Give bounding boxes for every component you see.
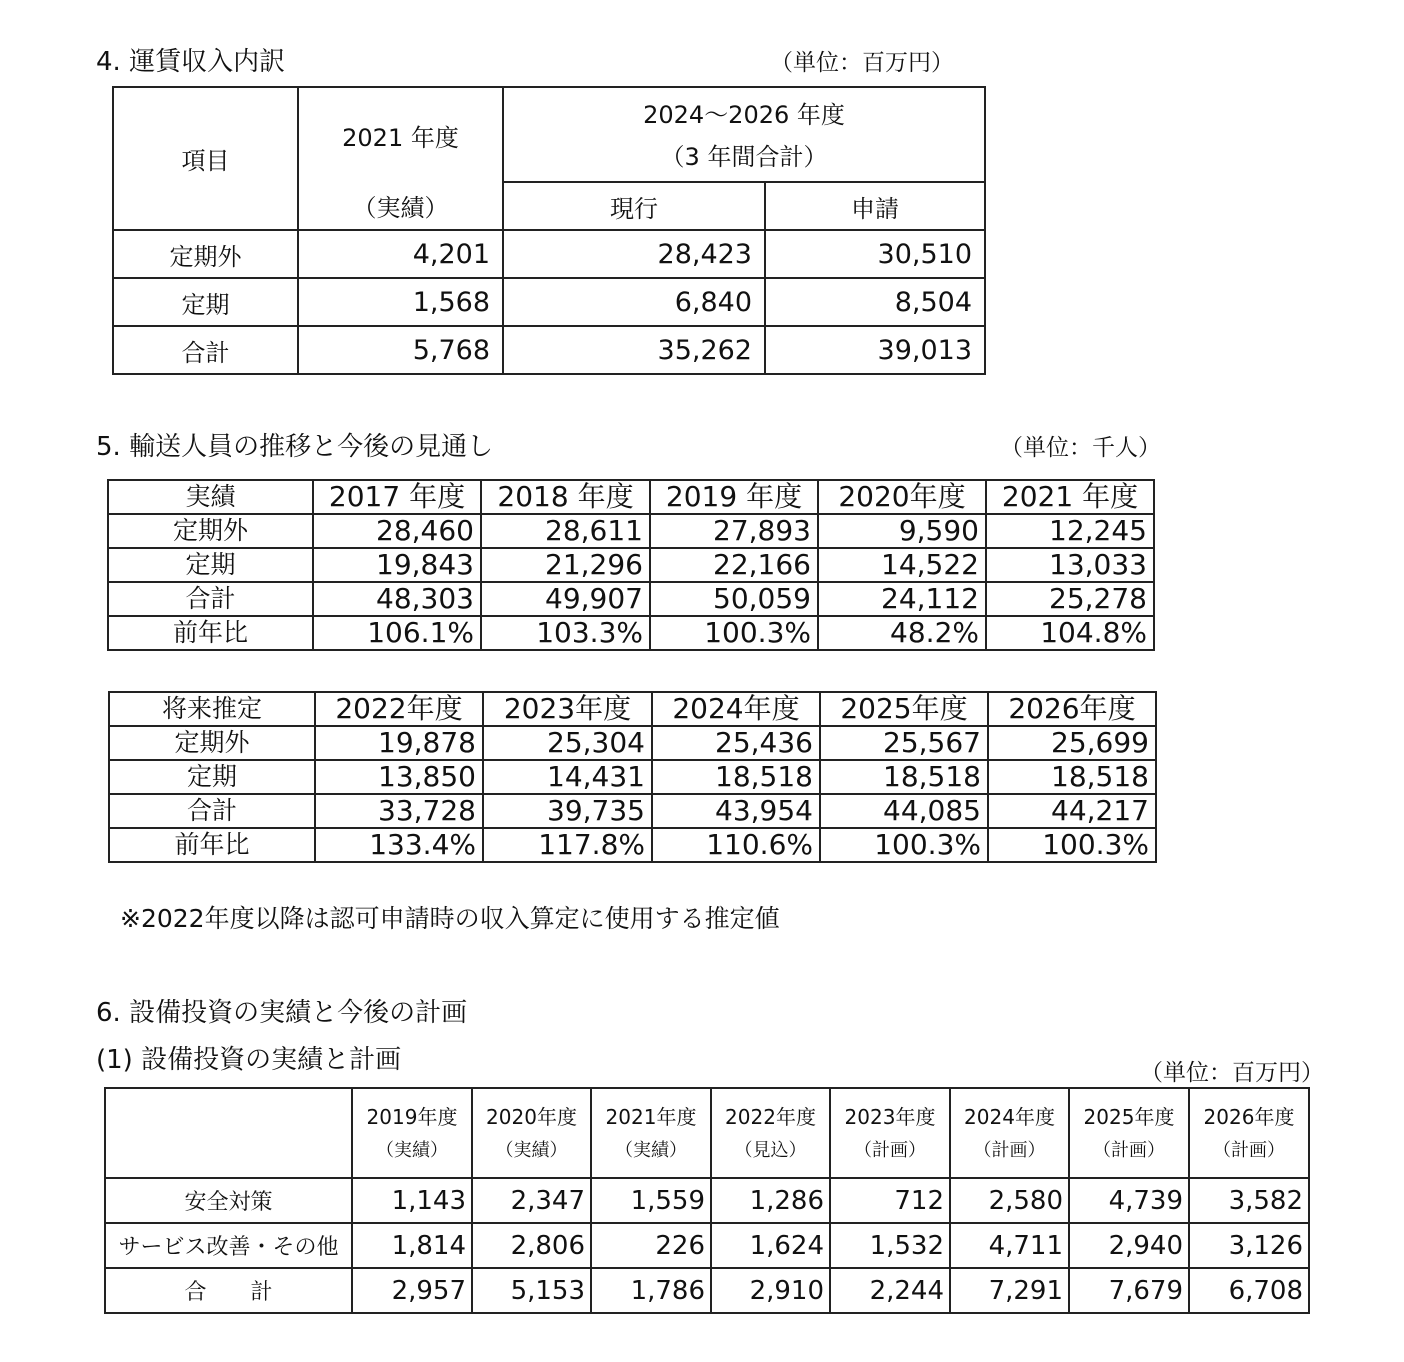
cell: 1,532 (830, 1223, 950, 1268)
table-row (105, 1268, 1309, 1313)
cell: 2,940 (1069, 1223, 1189, 1268)
cell: 21,296 (481, 548, 650, 582)
row-label: 定期外 (108, 514, 313, 548)
cell: 6,708 (1189, 1268, 1309, 1313)
cell: 24,112 (818, 582, 986, 616)
header-cell: 2024年度 (652, 692, 820, 726)
year-header: 2023年度 (830, 1088, 950, 1132)
header-cell: 2017 年度 (313, 480, 481, 514)
cell: 14,522 (818, 548, 986, 582)
forecast-note: ※2022年度以降は認可申請時の収入算定に使用する推定値 (120, 904, 780, 933)
table-row (113, 278, 985, 326)
cell: 13,850 (315, 760, 483, 794)
cell: 4,739 (1069, 1178, 1189, 1223)
header-cell: 2023年度 (483, 692, 652, 726)
year-header: 2020年度 (472, 1088, 591, 1132)
cell: 25,278 (986, 582, 1154, 616)
cell: 103.3% (481, 616, 650, 650)
cell: 48,303 (313, 582, 481, 616)
status-header: （計画） (950, 1132, 1069, 1178)
year-header: 2024年度 (950, 1088, 1069, 1132)
cell: 100.3% (820, 828, 988, 862)
cell: 28,611 (481, 514, 650, 548)
status-header: （実績） (352, 1132, 472, 1178)
cell: 25,436 (652, 726, 820, 760)
cell: 33,728 (315, 794, 483, 828)
header-item: 項目 (113, 87, 298, 230)
cell: 110.6% (652, 828, 820, 862)
row-label: 定期外 (113, 230, 298, 278)
cell: 28,460 (313, 514, 481, 548)
cell: 2,580 (950, 1178, 1069, 1223)
cell: 2,957 (352, 1268, 472, 1313)
cell: 1,568 (298, 278, 503, 326)
cell: 35,262 (503, 326, 765, 374)
cell: 100.3% (988, 828, 1156, 862)
header-cell: 将来推定 (109, 692, 315, 726)
table-row (105, 1178, 1309, 1223)
cell: 100.3% (650, 616, 818, 650)
header-2021: 2021 年度 (298, 87, 503, 182)
cell: 30,510 (765, 230, 985, 278)
cell: 13,033 (986, 548, 1154, 582)
cell: 49,907 (481, 582, 650, 616)
cell: 44,085 (820, 794, 988, 828)
cell: 1,143 (352, 1178, 472, 1223)
year-header: 2026年度 (1189, 1088, 1309, 1132)
header-actual: （実績） (298, 182, 503, 230)
cell: 3,126 (1189, 1223, 1309, 1268)
status-header: （計画） (1069, 1132, 1189, 1178)
header-applied: 申請 (765, 182, 985, 230)
cell: 25,699 (988, 726, 1156, 760)
cell: 25,567 (820, 726, 988, 760)
header-cell: 2022年度 (315, 692, 483, 726)
year-header: 2021年度 (591, 1088, 711, 1132)
row-label: 合 計 (105, 1268, 352, 1313)
cell: 12,245 (986, 514, 1154, 548)
cell: 5,768 (298, 326, 503, 374)
status-header: （実績） (472, 1132, 591, 1178)
table-row (108, 514, 1154, 548)
cell: 44,217 (988, 794, 1156, 828)
table-row (109, 760, 1156, 794)
cell: 133.4% (315, 828, 483, 862)
section4-heading: 4. 運賃収入内訳 (96, 47, 286, 77)
table-row (108, 548, 1154, 582)
table-row (113, 326, 985, 374)
row-label: 定期外 (109, 726, 315, 760)
table-row (109, 828, 1156, 862)
table-row (105, 1223, 1309, 1268)
table-row (113, 230, 985, 278)
cell: 9,590 (818, 514, 986, 548)
cell: 43,954 (652, 794, 820, 828)
section6-unit: （単位：百万円） (1140, 1060, 1324, 1086)
cell: 1,286 (711, 1178, 830, 1223)
row-label: 前年比 (108, 616, 313, 650)
header-period: 2024～2026 年度 （3 年間合計） (503, 87, 985, 182)
header-cell: 2020年度 (818, 480, 986, 514)
cell: 8,504 (765, 278, 985, 326)
cell: 1,624 (711, 1223, 830, 1268)
section5-heading: 5. 輸送人員の推移と今後の見通し (96, 432, 494, 462)
cell: 7,679 (1069, 1268, 1189, 1313)
section5-unit: （単位：千人） (1000, 435, 1161, 461)
row-label: 安全対策 (105, 1178, 352, 1223)
cell: 18,518 (988, 760, 1156, 794)
fare-revenue-table (112, 86, 986, 375)
cell: 2,910 (711, 1268, 830, 1313)
cell: 25,304 (483, 726, 652, 760)
table-row (109, 794, 1156, 828)
cell: 5,153 (472, 1268, 591, 1313)
section6-heading: 6. 設備投資の実績と今後の計画 (96, 998, 468, 1028)
section6-subheading: (1) 設備投資の実績と計画 (96, 1045, 402, 1075)
cell: 1,786 (591, 1268, 711, 1313)
status-header: （見込） (711, 1132, 830, 1178)
year-header: 2019年度 (352, 1088, 472, 1132)
row-label: 定期 (109, 760, 315, 794)
cell: 2,244 (830, 1268, 950, 1313)
cell: 18,518 (652, 760, 820, 794)
table-row (108, 582, 1154, 616)
cell: 106.1% (313, 616, 481, 650)
year-header: 2022年度 (711, 1088, 830, 1132)
cell: 2,347 (472, 1178, 591, 1223)
cell: 50,059 (650, 582, 818, 616)
row-label: 合計 (109, 794, 315, 828)
status-header: （実績） (591, 1132, 711, 1178)
cell: 19,878 (315, 726, 483, 760)
status-header: （計画） (1189, 1132, 1309, 1178)
header-cell: 2026年度 (988, 692, 1156, 726)
cell: 14,431 (483, 760, 652, 794)
ridership-forecast-table (108, 691, 1157, 863)
cell: 1,559 (591, 1178, 711, 1223)
cell: 19,843 (313, 548, 481, 582)
year-header: 2025年度 (1069, 1088, 1189, 1132)
header-cell: 2018 年度 (481, 480, 650, 514)
cell: 39,013 (765, 326, 985, 374)
header-cell: 実績 (108, 480, 313, 514)
cell: 18,518 (820, 760, 988, 794)
row-label: 合計 (113, 326, 298, 374)
row-label: 定期 (113, 278, 298, 326)
cell: 7,291 (950, 1268, 1069, 1313)
ridership-actual-table (107, 479, 1155, 651)
cell: 4,711 (950, 1223, 1069, 1268)
header-cell: 2021 年度 (986, 480, 1154, 514)
cell: 27,893 (650, 514, 818, 548)
cell: 4,201 (298, 230, 503, 278)
cell: 22,166 (650, 548, 818, 582)
row-label: 定期 (108, 548, 313, 582)
header-blank (105, 1088, 352, 1178)
cell: 28,423 (503, 230, 765, 278)
cell: 2,806 (472, 1223, 591, 1268)
capex-table (104, 1087, 1310, 1314)
cell: 104.8% (986, 616, 1154, 650)
cell: 1,814 (352, 1223, 472, 1268)
cell: 712 (830, 1178, 950, 1223)
row-label: 前年比 (109, 828, 315, 862)
cell: 48.2% (818, 616, 986, 650)
status-header: （計画） (830, 1132, 950, 1178)
cell: 39,735 (483, 794, 652, 828)
table-row (108, 616, 1154, 650)
section4-unit: （単位：百万円） (770, 50, 954, 76)
cell: 117.8% (483, 828, 652, 862)
header-current: 現行 (503, 182, 765, 230)
header-cell: 2025年度 (820, 692, 988, 726)
cell: 226 (591, 1223, 711, 1268)
table-row (109, 726, 1156, 760)
cell: 3,582 (1189, 1178, 1309, 1223)
cell: 6,840 (503, 278, 765, 326)
row-label: サービス改善・その他 (105, 1223, 352, 1268)
header-cell: 2019 年度 (650, 480, 818, 514)
row-label: 合計 (108, 582, 313, 616)
